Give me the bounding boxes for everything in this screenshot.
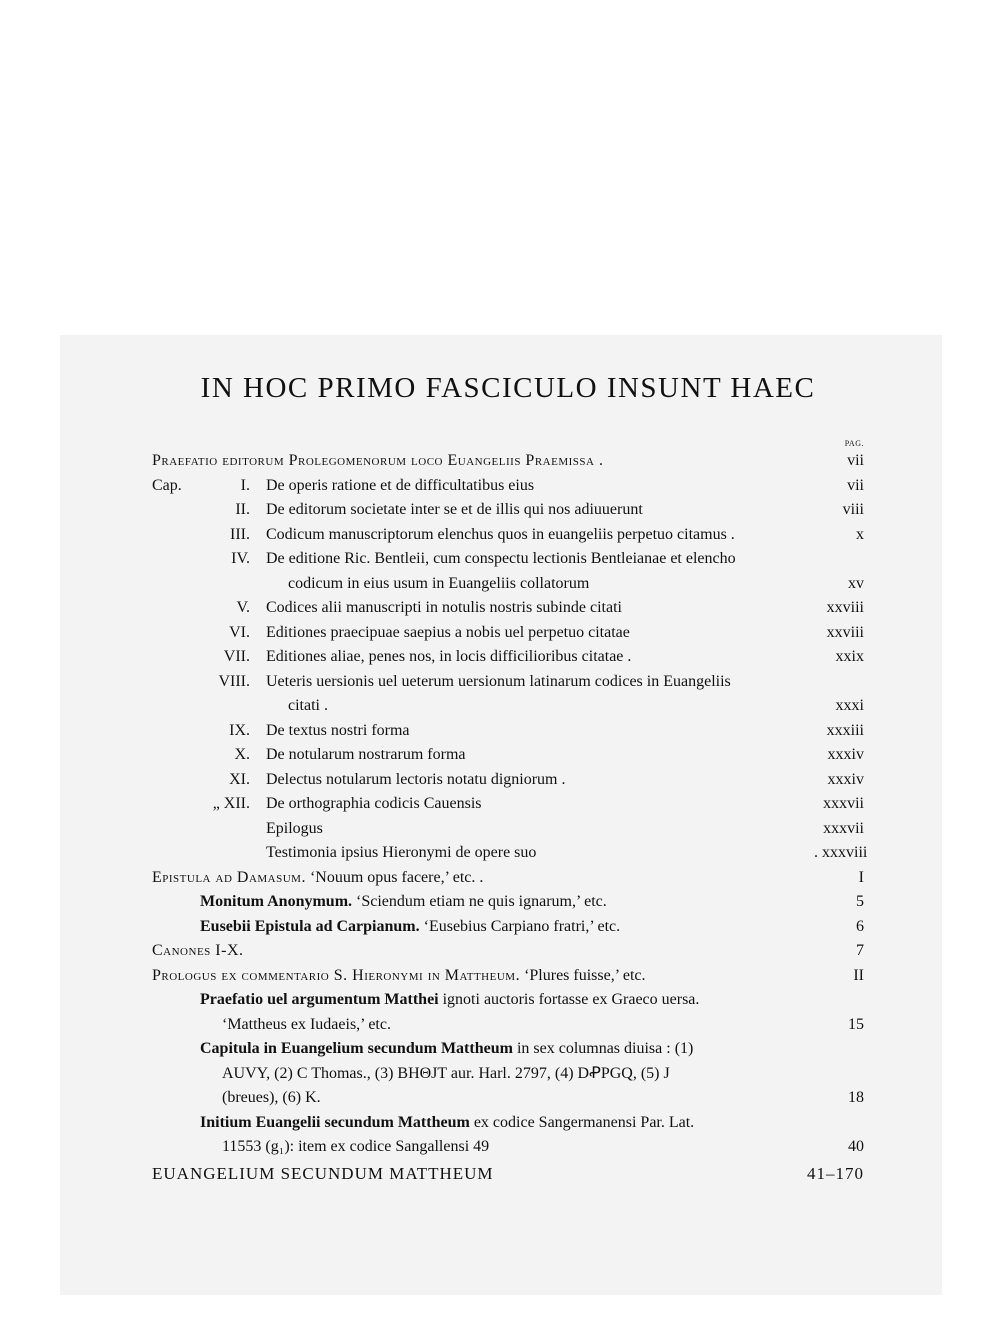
chapter-row bbox=[152, 498, 864, 523]
chapter-number: I. bbox=[240, 476, 250, 494]
entry-page: 6 bbox=[856, 917, 864, 935]
chapter-title: Editiones aliae, penes nos, in locis difficilioribus citatae . bbox=[266, 648, 632, 665]
chapter-number: IX. bbox=[229, 721, 250, 739]
chapter-page: xxxvii bbox=[823, 795, 864, 812]
toc-entry-initium bbox=[152, 1111, 864, 1160]
chapter-title: De notularum nostrarum forma bbox=[266, 746, 466, 763]
chapter-title bbox=[266, 670, 814, 719]
chapter-page: xv bbox=[848, 574, 864, 592]
entry-label-bold: Monitum Anonymum. bbox=[200, 893, 353, 910]
chapter-title: Editiones praecipuae saepius a nobis uel perpetuo citatae bbox=[266, 623, 630, 641]
chapter-row bbox=[152, 523, 864, 548]
entry-page: 5 bbox=[856, 893, 864, 910]
chapter-number: V. bbox=[236, 599, 250, 616]
toc-entry-canones bbox=[152, 939, 864, 964]
chapter-page: x bbox=[856, 525, 864, 543]
toc-entry-euangelium bbox=[152, 1160, 864, 1188]
toc-entry-monitum bbox=[152, 890, 864, 915]
entry-label-line2: 11553 (g₁): item ex codice Sangallensi 49 bbox=[222, 1138, 490, 1155]
chapter-number: IV. bbox=[231, 550, 250, 567]
entry-page: vii bbox=[847, 452, 864, 469]
chapter-page: vii bbox=[847, 476, 864, 494]
entry-page: 18 bbox=[848, 1089, 864, 1106]
chapter-page: xxix bbox=[835, 648, 864, 665]
chapter-page: . xxxviii bbox=[814, 844, 868, 861]
chapter-page: xxviii bbox=[826, 623, 864, 641]
entry-label-bold: Eusebii Epistula ad Carpianum. bbox=[200, 917, 420, 935]
cap-prefix: Cap. bbox=[152, 476, 182, 494]
entry-label-rest: ‘Sciendum etiam ne quis ignarum,’ etc. bbox=[356, 893, 607, 910]
entry-label-bold: Capitula in Euangelium secundum Mattheum bbox=[200, 1040, 513, 1057]
entry-label-rest: ignoti auctoris fortasse ex Graeco uersa. bbox=[442, 991, 700, 1008]
entry-label bbox=[152, 866, 794, 891]
chapter-page: xxviii bbox=[826, 599, 864, 616]
entry-page: II bbox=[853, 966, 864, 984]
toc-entry-prologus bbox=[152, 964, 864, 989]
chapter-title bbox=[266, 547, 814, 596]
chapter-row-epilogus bbox=[152, 817, 864, 842]
entry-label: Canones I-X. bbox=[152, 942, 244, 959]
chapter-page: xxxiv bbox=[827, 770, 864, 788]
chapter-title: De orthographia codicis Cauensis bbox=[266, 795, 482, 812]
chapter-title-line2: citati . bbox=[288, 697, 328, 714]
entry-label-rest: ‘Plures fuisse,’ etc. bbox=[524, 966, 646, 984]
chapter-row bbox=[152, 792, 864, 817]
toc-entry-eusebii bbox=[152, 915, 864, 940]
chapter-title: Codices alii manuscripti in notulis nostris subinde citati bbox=[266, 599, 622, 616]
chapter-title-line2: codicum in eius usum in Euangeliis collatorum bbox=[288, 574, 590, 592]
entry-label-caps: Epistula ad Damasum. bbox=[152, 868, 306, 886]
entry-page: I bbox=[858, 868, 864, 886]
chapter-title: De operis ratione et de difficultatibus eius bbox=[266, 476, 535, 494]
chapter-row bbox=[152, 547, 864, 596]
chapter-title: De editorum societate inter se et de illis qui nos adiuuerunt bbox=[266, 501, 643, 518]
chapter-row bbox=[152, 645, 864, 670]
chapter-number: XI. bbox=[229, 770, 250, 788]
chapter-row bbox=[152, 621, 864, 646]
chapter-number: VIII. bbox=[218, 672, 250, 690]
chapter-number: X. bbox=[234, 746, 250, 763]
chapter-row bbox=[152, 596, 864, 621]
toc-entry-capitula bbox=[152, 1037, 864, 1111]
chapter-title: Epilogus bbox=[266, 819, 323, 837]
chapter-page: xxxi bbox=[835, 697, 864, 714]
chapter-title: Testimonia ipsius Hieronymi de opere suo bbox=[266, 844, 537, 861]
chapter-row bbox=[152, 743, 864, 768]
entry-label bbox=[200, 915, 814, 940]
entry-label bbox=[152, 964, 794, 989]
chapter-row-testimonia bbox=[152, 841, 868, 866]
chapter-row bbox=[152, 474, 864, 499]
entry-label bbox=[200, 1111, 814, 1160]
chapter-title: De textus nostri forma bbox=[266, 721, 410, 739]
entry-label-line2: AUVY, (2) C Thomas., (3) BHΘJT aur. Harl. 2797, (4) DꝒPGQ, (5) J bbox=[222, 1064, 670, 1082]
entry-label-rest: in sex columnas diuisa : (1) bbox=[516, 1040, 694, 1057]
entry-label-line2: ‘Mattheus ex Iudaeis,’ etc. bbox=[222, 1015, 391, 1033]
entry-label bbox=[200, 1037, 814, 1111]
contents-page bbox=[152, 372, 868, 1188]
entry-label: EUANGELIUM SECUNDUM MATTHEUM bbox=[152, 1163, 494, 1183]
entry-label-caps: Prologus ex commentario S. Hieronymi in Mattheum. bbox=[152, 966, 521, 984]
chapter-number: VII. bbox=[223, 648, 250, 665]
entry-label: Praefatio editorum Prolegomenorum loco Euangeliis Praemissa . bbox=[152, 452, 604, 469]
chapter-row bbox=[152, 768, 864, 793]
entry-label-bold: Praefatio uel argumentum Matthei bbox=[200, 991, 439, 1008]
toc-entry-praefatio-matthei bbox=[152, 988, 864, 1037]
entry-label bbox=[200, 890, 814, 915]
chapter-page: xxxiv bbox=[827, 746, 864, 763]
chapter-page: xxxvii bbox=[823, 819, 864, 837]
entry-label-bold: Initium Euangelii secundum Mattheum bbox=[200, 1113, 470, 1131]
entry-label bbox=[200, 988, 814, 1037]
chapter-number: II. bbox=[235, 501, 250, 518]
chapter-number: VI. bbox=[229, 623, 250, 641]
entry-page: 15 bbox=[848, 1015, 864, 1033]
chapter-title: Codicum manuscriptorum elenchus quos in euangeliis perpetuo citamus . bbox=[266, 525, 735, 543]
entry-page: 40 bbox=[848, 1138, 864, 1155]
chapter-number: „ XII. bbox=[212, 795, 250, 812]
toc-entry-epistula bbox=[152, 866, 864, 891]
chapter-page: viii bbox=[842, 501, 864, 518]
page-title: IN HOC PRIMO FASCICULO INSUNT HAEC bbox=[200, 372, 816, 404]
pag-header: PAG. bbox=[844, 439, 864, 448]
chapter-title: Delectus notularum lectoris notatu digniorum . bbox=[266, 770, 566, 788]
chapter-row bbox=[152, 719, 864, 744]
entry-page: 41–170 bbox=[807, 1163, 864, 1183]
chapter-number: III. bbox=[230, 525, 250, 543]
chapter-title-line1: Ueteris uersionis uel ueterum uersionum latinarum codices in Euangeliis bbox=[266, 672, 731, 690]
entry-page: 7 bbox=[856, 942, 864, 959]
entry-label-rest: ‘Nouum opus facere,’ etc. . bbox=[309, 868, 484, 886]
entry-label-line3: (breues), (6) K. bbox=[222, 1089, 321, 1106]
entry-label-rest: ex codice Sangermanensi Par. Lat. bbox=[473, 1113, 695, 1131]
chapter-title-line1: De editione Ric. Bentleii, cum conspectu lectionis Bentleianae et elencho bbox=[266, 550, 736, 567]
entry-label-rest: ‘Eusebius Carpiano fratri,’ etc. bbox=[423, 917, 621, 935]
chapter-page: xxxiii bbox=[826, 721, 864, 739]
chapter-row bbox=[152, 670, 864, 719]
toc-entry-praefatio bbox=[152, 449, 864, 474]
